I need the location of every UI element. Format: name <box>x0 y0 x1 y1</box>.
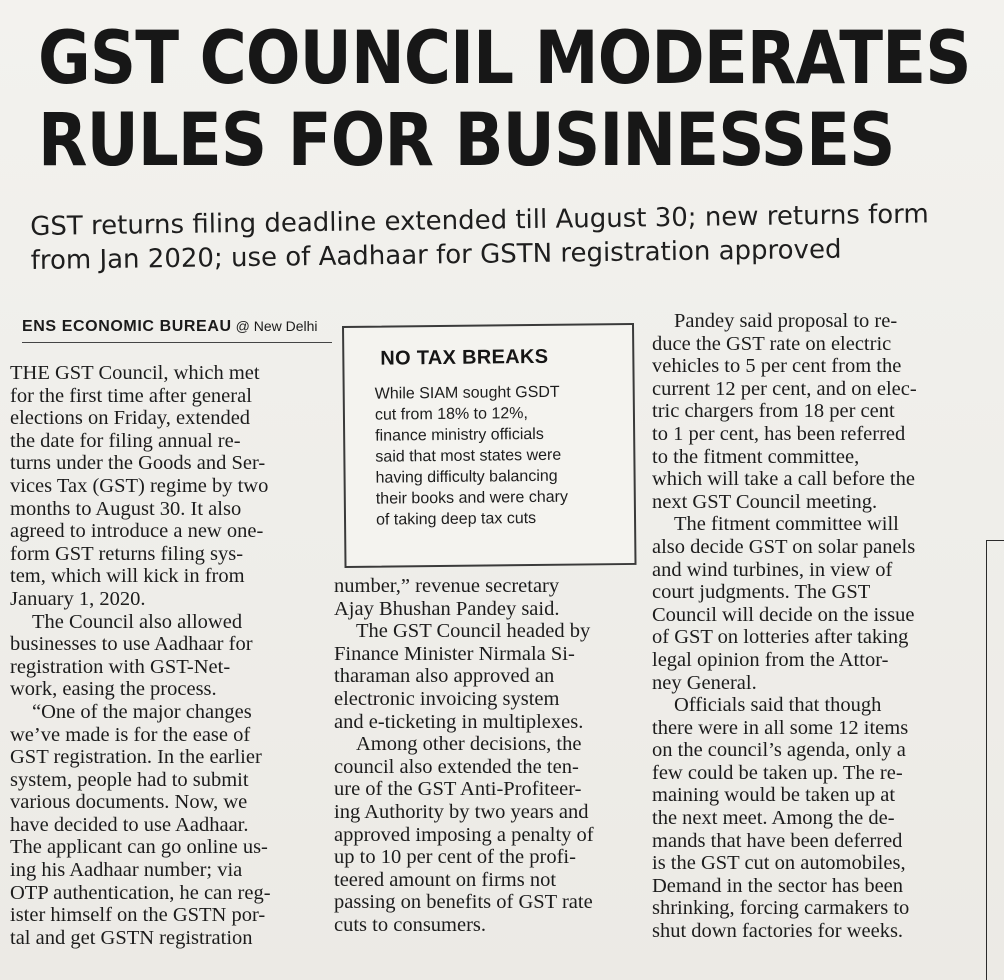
text-line: THE GST Council, which met <box>10 362 260 384</box>
text-line: which will take a call before the <box>652 468 915 491</box>
article-column-2 <box>334 575 632 937</box>
text-line: months to August 30. It also <box>10 497 242 520</box>
text-line: Pandey said proposal to re- <box>674 310 898 332</box>
text-line: vehicles to 5 per cent from the <box>652 355 902 378</box>
byline <box>22 318 318 336</box>
text-line: The GST Council headed by <box>356 620 591 643</box>
text-line: and wind turbines, in view of <box>652 558 893 581</box>
text-line: “One of the major changes <box>32 700 252 723</box>
text-line: next GST Council meeting. <box>652 490 878 513</box>
text-line: on the council’s agenda, only a <box>652 739 906 762</box>
headline-line-2: RULES FOR BUSINESSES <box>38 98 895 183</box>
headline-line-1: GST COUNCIL MODERATES <box>38 16 971 101</box>
text-line: various documents. Now, we <box>10 791 248 814</box>
text-line: teered amount on firms not <box>334 868 557 891</box>
text-line: agreed to introduce a new one- <box>10 520 264 543</box>
headline <box>38 16 971 183</box>
text-line: tem, which will kick in from <box>10 565 245 588</box>
text-line: duce the GST rate on electric <box>652 332 892 355</box>
text-line: also decide GST on solar panels <box>652 535 916 558</box>
text-line: cuts to consumers. <box>334 913 487 936</box>
text-line: While SIAM sought GSDT <box>374 383 560 403</box>
text-line: legal opinion from the Attor- <box>652 648 889 671</box>
subheadline <box>30 197 991 278</box>
text-line: to the fitment committee, <box>652 445 860 468</box>
text-line: the date for filing annual re- <box>10 429 241 452</box>
text-line: current 12 per cent, and on elec- <box>652 377 917 400</box>
text-line: Finance Minister Nirmala Si- <box>334 642 575 665</box>
text-line: work, easing the process. <box>10 678 217 701</box>
text-line: GST registration. In the earlier <box>10 746 262 769</box>
text-line: number,” revenue secretary <box>334 575 560 597</box>
text-line: Council will decide on the issue <box>652 603 915 626</box>
text-line: approved imposing a penalty of <box>334 823 594 846</box>
text-line: we’ve made is for the ease of <box>10 723 251 746</box>
text-line: elections on Friday, extended <box>10 407 251 430</box>
text-line: court judgments. The GST <box>652 581 871 604</box>
text-line: passing on benefits of GST rate <box>334 891 593 914</box>
sidebar-title: NO TAX BREAKS <box>380 345 549 370</box>
text-line: Officials said that though <box>674 694 882 717</box>
text-line: council also extended the ten- <box>334 755 579 778</box>
adjacent-article-divider <box>986 540 987 980</box>
text-line: having difficulty balancing <box>375 467 558 487</box>
text-line: said that most states were <box>375 446 562 466</box>
text-line: for the first time after general <box>10 384 252 407</box>
adjacent-article-rule <box>986 540 1004 541</box>
text-line: shrinking, forcing carmakers to <box>652 897 910 920</box>
text-line: to 1 per cent, has been referred <box>652 422 906 445</box>
text-line: up to 10 per cent of the profi- <box>334 846 576 869</box>
subheadline-line-2: from Jan 2020; use of Aadhaar for GSTN registration approved <box>30 234 842 276</box>
text-line: businesses to use Aadhaar for <box>10 633 253 656</box>
text-line: few could be taken up. The re- <box>652 761 903 784</box>
byline-divider <box>22 342 332 343</box>
text-line: ing his Aadhaar number; via <box>10 859 243 882</box>
text-line: shut down factories for weeks. <box>652 920 904 943</box>
text-line: tharaman also approved an <box>334 665 555 688</box>
text-line: maining would be taken up at <box>652 784 896 807</box>
text-line: January 1, 2020. <box>10 587 146 610</box>
text-line: of taking deep tax cuts <box>375 509 537 529</box>
text-line: of GST on lotteries after taking <box>652 626 909 649</box>
text-line: ney General. <box>652 671 757 694</box>
text-line: OTP authentication, he can reg- <box>10 881 271 904</box>
text-line: Among other decisions, the <box>356 733 582 756</box>
text-line: ister himself on the GSTN por- <box>10 904 266 927</box>
text-line: ing Authority by two years and <box>334 800 589 823</box>
byline-bureau: ENS ECONOMIC BUREAU <box>22 318 232 335</box>
sidebar-body <box>375 381 627 531</box>
text-line: is the GST cut on automobiles, <box>652 852 906 875</box>
byline-place: @ New Delhi <box>235 318 318 334</box>
subheadline-line-1: GST returns filing deadline extended till August 30; new returns form <box>30 199 929 242</box>
text-line: Ajay Bhushan Pandey said. <box>334 597 560 620</box>
text-line: system, people had to submit <box>10 768 249 791</box>
text-line: finance ministry officials <box>375 425 544 445</box>
text-line: cut from 18% to 12%, <box>374 405 528 424</box>
sidebar-box <box>342 323 637 568</box>
text-line: and e-ticketing in multiplexes. <box>334 710 584 733</box>
text-line: ure of the GST Anti-Profiteer- <box>334 778 582 801</box>
text-line: mands that have been deferred <box>652 829 903 852</box>
text-line: tal and get GSTN registration <box>10 926 253 949</box>
text-line: The Council also allowed <box>32 610 243 633</box>
text-line: their books and were chary <box>375 488 569 508</box>
article-column-3 <box>652 310 962 943</box>
text-line: have decided to use Aadhaar. <box>10 813 249 836</box>
text-line: The fitment committee will <box>674 513 899 536</box>
text-line: vices Tax (GST) regime by two <box>10 474 269 497</box>
text-line: turns under the Goods and Ser- <box>10 452 266 475</box>
article-column-1 <box>10 362 322 949</box>
text-line: tric chargers from 18 per cent <box>652 400 895 423</box>
text-line: the next meet. Among the de- <box>652 807 895 830</box>
text-line: electronic invoicing system <box>334 687 560 710</box>
text-line: The applicant can go online us- <box>10 836 268 859</box>
text-line: form GST returns filing sys- <box>10 542 244 565</box>
text-line: registration with GST-Net- <box>10 655 231 678</box>
text-line: there were in all some 12 items <box>652 716 909 739</box>
text-line: Demand in the sector has been <box>652 874 904 897</box>
